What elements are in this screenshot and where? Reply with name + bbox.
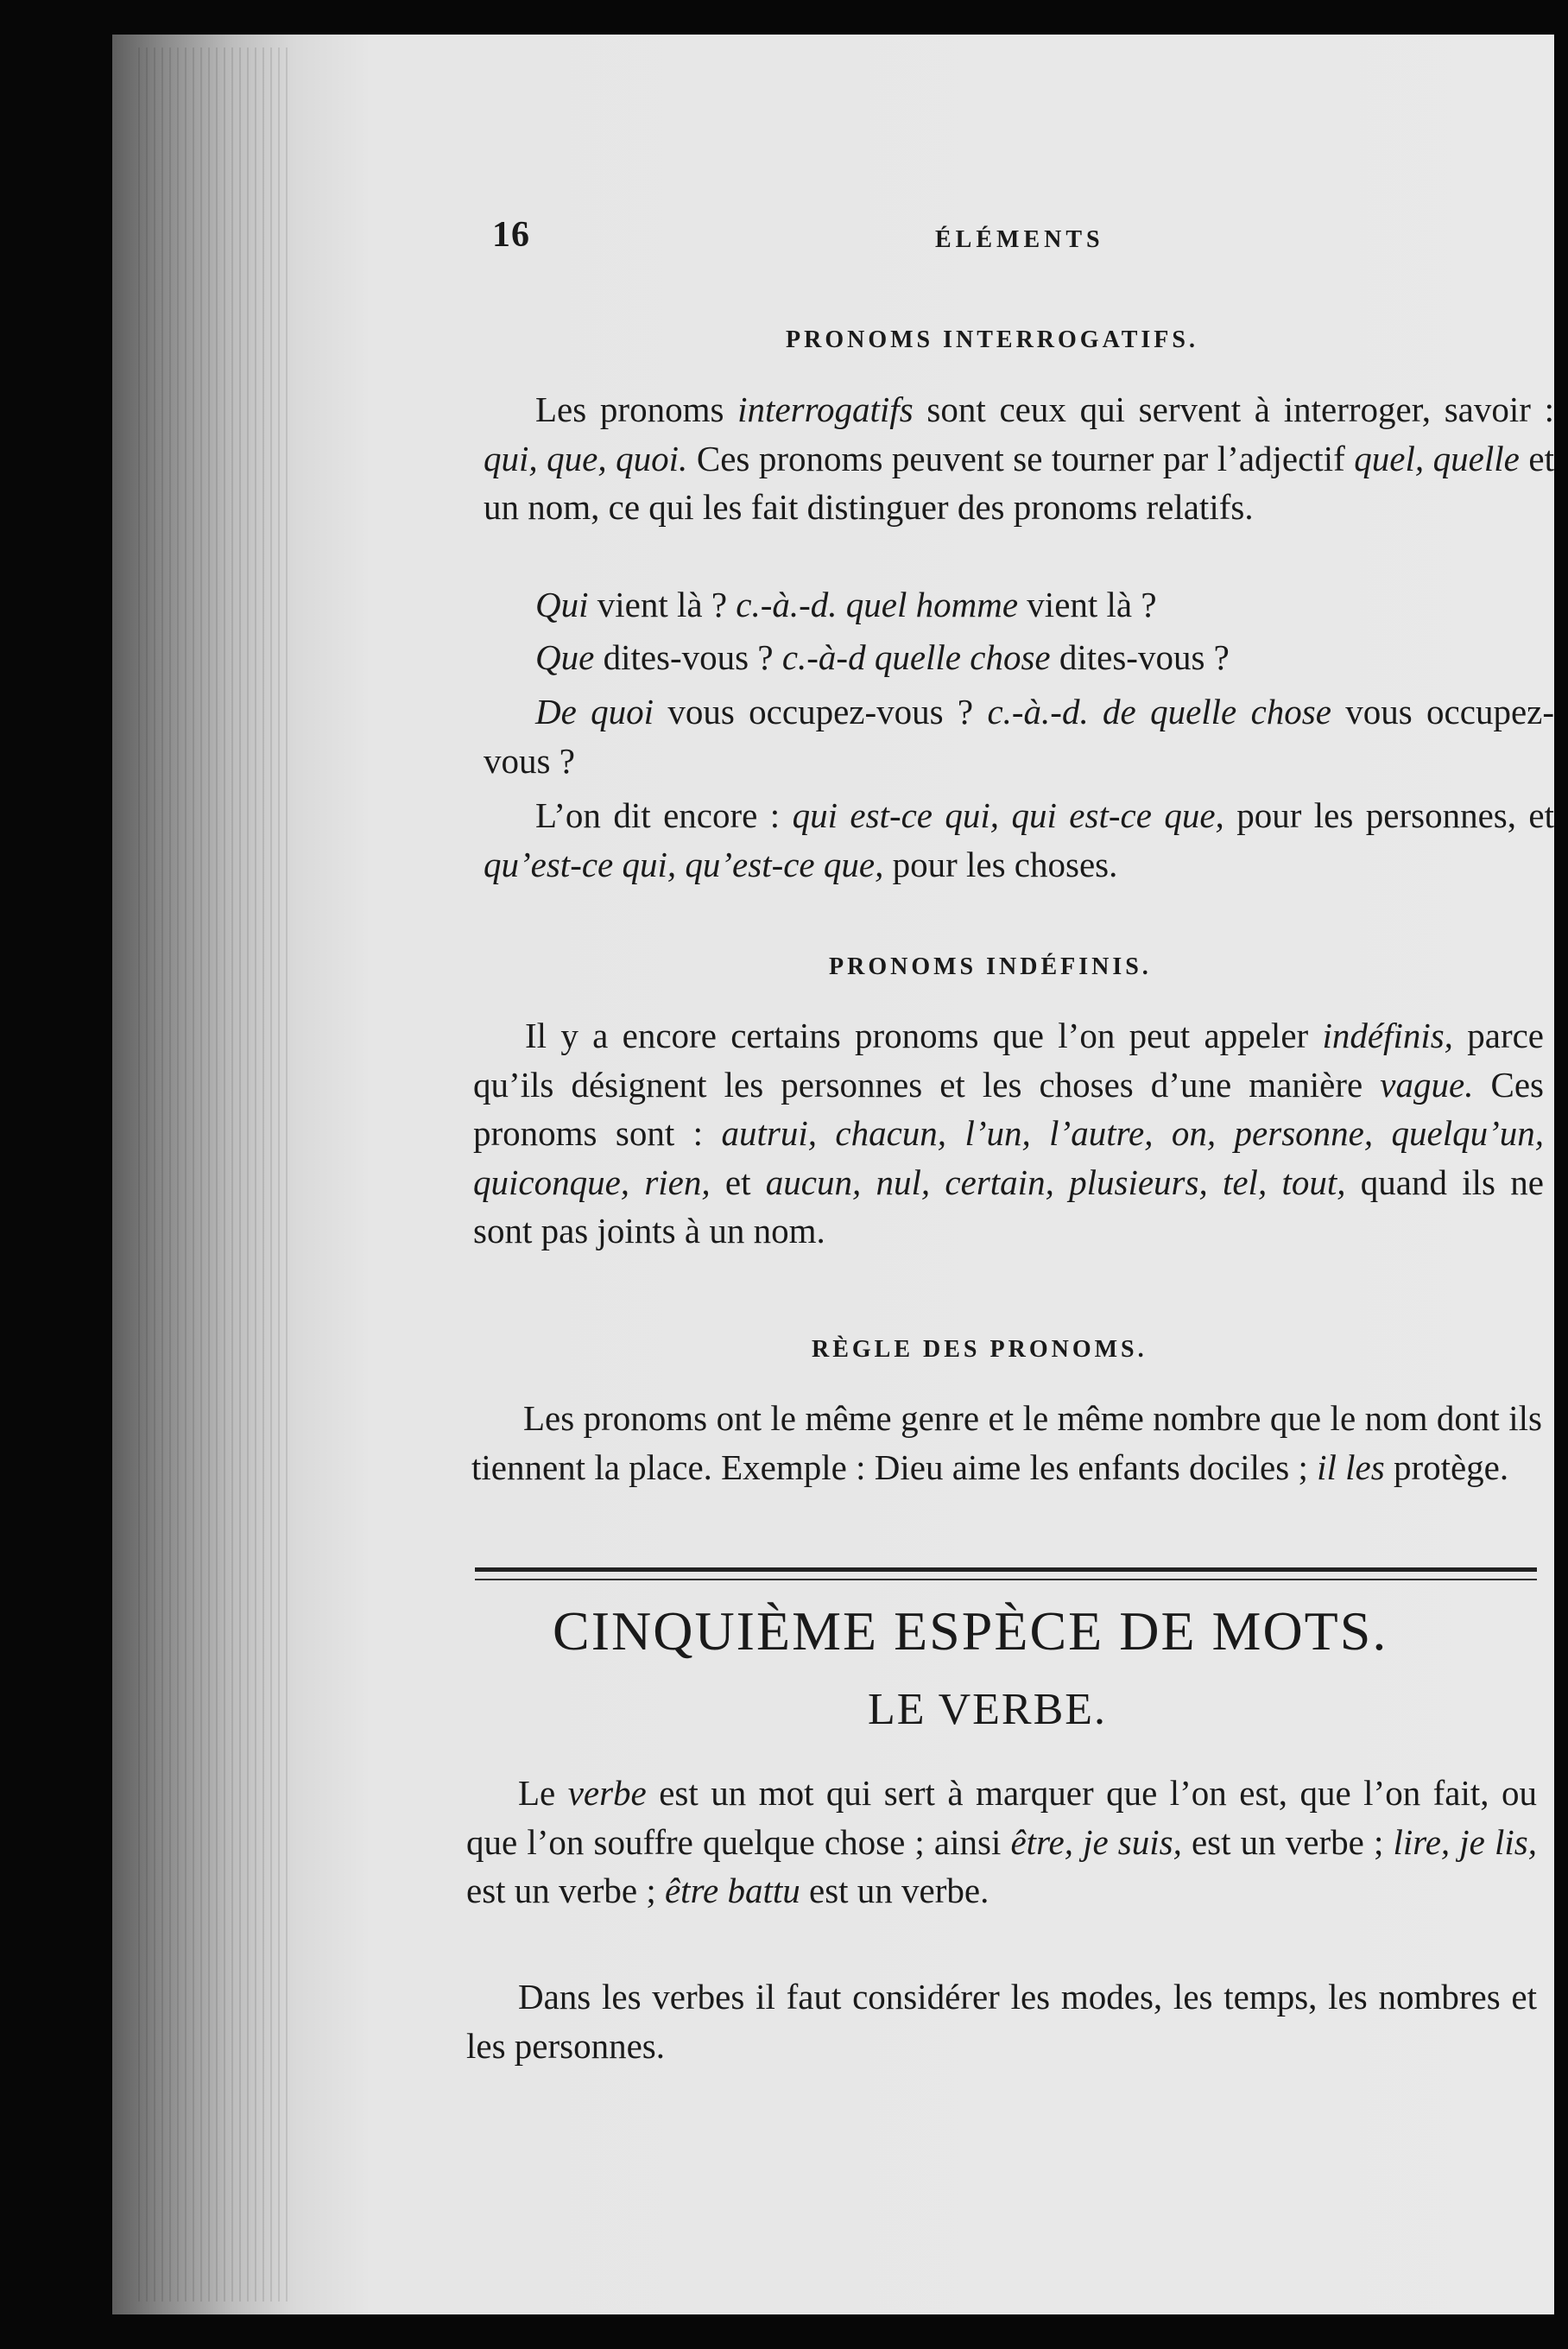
section-heading-interrogatifs: PRONOMS INTERROGATIFS. [786, 326, 1198, 353]
paragraph-interrogatifs-definition: Les pronoms interrogatifs sont ceux qui servent à interroger, savoir : qui, que, quoi. Ces pronoms peuvent se tourner par l’adjectif quel, quelle et un nom, ce qui les fait distinguer des pronoms relatifs. [484, 389, 1555, 527]
section-heading-indefinis: PRONOMS INDÉFINIS. [829, 953, 1152, 980]
chapter-title: CINQUIÈME ESPÈCE DE MOTS. [553, 1600, 1388, 1662]
example-de-quoi: De quoi vous occupez-vous ? c.-à.-d. de quelle chose vous occupez-vous ? [484, 692, 1555, 781]
section-divider-thick [475, 1567, 1537, 1572]
chapter-subtitle: LE VERBE. [868, 1685, 1108, 1734]
section-heading-regle: RÈGLE DES PRONOMS. [812, 1336, 1148, 1363]
paragraph-indefinis: Il y a encore certains pronoms que l’on peut appeler indéfinis, parce qu’ils désignent les personnes et les choses d’une manière vague. Ces pronoms sont : autrui, chacun, l’un, l’autre, on, personne, quelqu’un, quiconque, rien, et aucun, nul, certain, plusieurs, tel, tout, quand ils ne sont pas joints à un nom. [473, 1016, 1545, 1250]
paragraph-verbe-definition: Le verbe est un mot qui sert à marquer que l’on est, que l’on fait, ou que l’on souffre quelque chose ; ainsi être, je suis, est un verbe ; lire, je lis, est un verbe ; être battu est un verbe. [466, 1773, 1537, 1910]
section-divider-thin [475, 1579, 1537, 1580]
example-que: Que dites-vous ? c.-à-d quelle chose dites-vous ? [535, 637, 1230, 677]
paragraph-regle: Les pronoms ont le même genre et le même nombre que le nom dont ils tiennent la place. Exemple : Dieu aime les enfants dociles ; il les protège. [471, 1398, 1542, 1487]
paragraph-on-dit-encore: L’on dit encore : qui est-ce qui, qui est-ce que, pour les personnes, et qu’est-ce qui, qu’est-ce que, pour les choses. [484, 795, 1554, 884]
example-qui: Qui vient là ? c.-à.-d. quel homme vient là ? [535, 585, 1157, 624]
running-head: ÉLÉMENTS [935, 226, 1104, 253]
page-number: 16 [492, 215, 530, 255]
paragraph-verbe-considerations: Dans les verbes il faut considérer les modes, les temps, les nombres et les personnes. [466, 1977, 1537, 2066]
page-edge-shadow [138, 47, 294, 2302]
